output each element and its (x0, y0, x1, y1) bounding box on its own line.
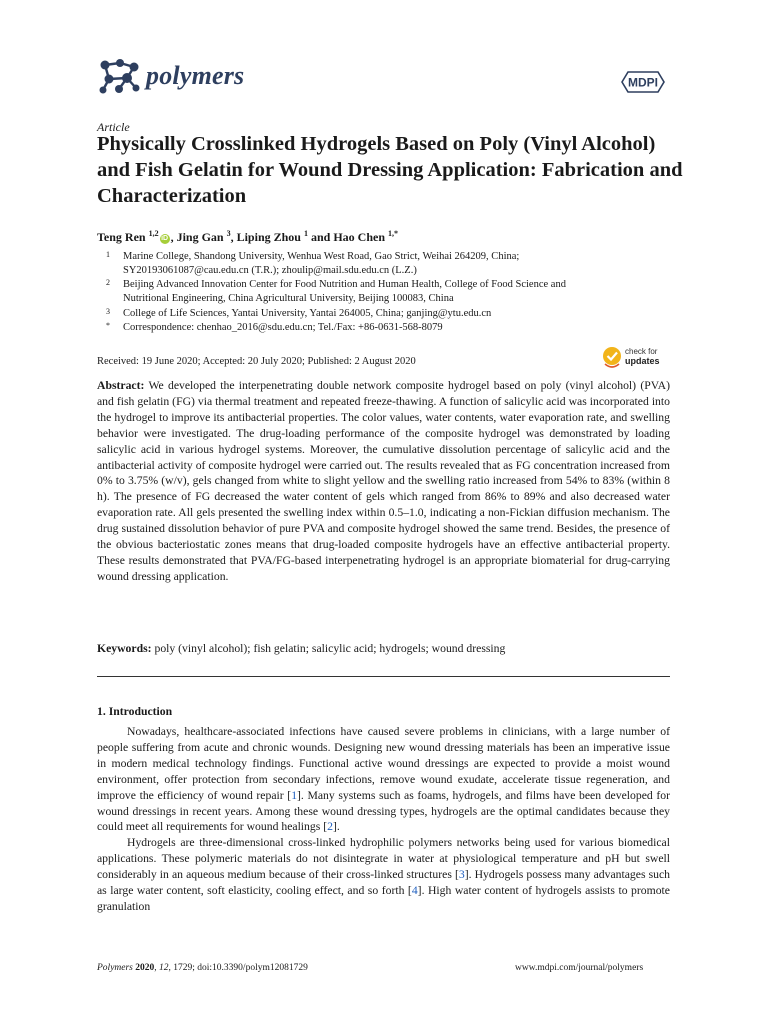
author-affiliation-mark: 1,* (388, 229, 399, 238)
footer-year: 2020 (135, 963, 155, 973)
keywords-text: poly (vinyl alcohol); fish gelatin; salicylic acid; hydrogels; wound dressing (154, 642, 506, 655)
author-name: Teng Ren (97, 230, 149, 244)
author-separator: , (230, 230, 237, 244)
body-text-run: Nowadays, healthcare-associated infections have caused severe problems in clinicians, with a large number of people suffering from acute and chronic wounds. Designing new wound dressing materials has been an imperative issue in modern medical technology findings. Functional active wound dressings are expected to provide a moist wound environment, offer protection from secondary infections, remove wound exudate, accelerate tissue regeneration, and improve the efficiency of wound repair [ (97, 725, 670, 802)
section-heading: 1. Introduction (97, 705, 173, 718)
author-name: Jing Gan (176, 230, 227, 244)
publication-dates: Received: 19 June 2020; Accepted: 20 July 2020; Published: 2 August 2020 (97, 356, 416, 367)
author-name: Hao Chen (333, 230, 389, 244)
author-separator: , (170, 230, 177, 244)
keywords (97, 641, 670, 657)
check-for-updates-badge[interactable] (601, 344, 671, 370)
abstract-label: Abstract: (97, 379, 145, 392)
author-separator: and (307, 230, 334, 244)
citation-link[interactable]: 1 (291, 788, 298, 802)
body-text-run: ]. (332, 820, 340, 834)
body-paragraph (97, 724, 670, 835)
body-text-run: ]. Many systems such as foams, hydrogels, and films have been developed for wound dressings in recent years. Among these wound dressing types, hydrogels are the optimal candidates because they could meet all requirements for wound healings [ (97, 788, 670, 834)
abstract-text: We developed the interpenetrating double network composite hydrogel based on poly (vinyl alcohol) (PVA) and fish gelatin (FG) via thermal treatment and repeated freeze-thawing. A function of salicylic acid was incorporated into the hydrogel to improve its antibacterial properties. The color values, water contents, water evaporation rate, and swelling behavior were investigated. The drug-loading performance of the composite hydrogel was demonstrated by loading salicylic acid in various hydrogel systems. Moreover, the cumulative dissolution percentage of salicylic acid and the antibacterial activity of composite hydrogel were carried out. The results revealed that as FG concentration increased from 0% to 3.75% (w/v), gels changed from white to slight yellow and the swelling ratio increased from 54% to 83% (within 8 h). The presence of FG decreased the water content of gels which ranged from 86% to 89% and also decreased water evaporation rate. All gels presented the swelling index within 0.5–1.0, indicating a non-Fickian diffusion mechanism. The drug sustained dissolution behavior of pure PVA and composite hydrogel showed the same trend. Besides, the presence of the obvious bacteriostatic zones means that drug-loaded composite hydrogels have an effective antibacterial property. These results demonstrated that PVA/FG-based interpenetrating hydrogel is an appropriate biomaterial for drug-carrying wound dressing application. (97, 379, 670, 583)
keywords-label: Keywords: (97, 642, 152, 655)
polymers-logo-icon (97, 58, 143, 94)
orcid-icon[interactable]: iD (161, 235, 169, 242)
footer-doi: , 1729; doi:10.3390/polym12081729 (168, 963, 308, 973)
author-affiliation-mark: 1,2 (148, 229, 159, 238)
body-paragraph (97, 835, 670, 915)
author-affiliation-mark: 3 (226, 229, 231, 238)
check-updates-line2: updates (625, 356, 660, 366)
affiliation-text: Beijing Advanced Innovation Center for Food Nutrition and Human Health, College of Food Science and Nutritional Engineering, China Agricultural University, Beijing 100083, China (123, 279, 566, 304)
body-text-run: Hydrogels are three-dimensional cross-linked hydrophilic polymers networks being used for various biomedical applications. These polymeric materials do not disintegrate in water at physiological temperature and pH but swell considerably in an aqueous medium because of their cross-linked structures [ (97, 836, 670, 882)
affiliation-text: Marine College, Shandong University, Wenhua West Road, Gao Strict, Weihai 264209, China; SY20193061087@cau.edu.cn (T.R.); zhoulip@mail.sdu.edu.cn (L.Z.) (123, 251, 520, 276)
citation-link[interactable]: 4 (411, 884, 418, 898)
affiliation-number: * (106, 321, 110, 330)
affiliation-number: 1 (106, 250, 110, 259)
body-text-run: ]. Hydrogels possess many advantages such as large water content, soft elasticity, cooling effect, and so forth [ (97, 868, 670, 898)
mdpi-hexagon-icon (618, 70, 668, 94)
footer-journal: Polymers (97, 963, 133, 973)
article-title: Physically Crosslinked Hydrogels Based on Poly (Vinyl Alcohol) and Fish Gelatin for Wound Dressing Application: Fabrication and Characterization (97, 133, 683, 207)
journal-name: polymers (146, 61, 245, 90)
author-name: Liping Zhou (236, 230, 304, 244)
check-updates-line1: check for (625, 347, 658, 356)
mdpi-logo (618, 70, 668, 94)
check-updates-icon (601, 344, 671, 370)
affiliation-text: College of Life Sciences, Yantai University, Yantai 264005, China; ganjing@ytu.edu.cn (123, 308, 492, 319)
footer-journal-url[interactable]: www.mdpi.com/journal/polymers (515, 963, 644, 973)
affiliation-number: 2 (106, 278, 110, 287)
citation-link[interactable]: 2 (327, 820, 333, 834)
footer-citation: Polymers 2020, 12, 1729; doi:10.3390/polym12081729 (97, 963, 308, 973)
mdpi-label: MDPI (628, 75, 658, 90)
abstract (97, 378, 670, 585)
citation-link[interactable]: 3 (458, 868, 465, 882)
author-affiliation-mark: 1 (303, 229, 308, 238)
introduction-body (97, 724, 670, 915)
section-divider (97, 676, 670, 677)
article-type: Article (97, 120, 130, 134)
footer-volume: 12 (159, 963, 169, 973)
body-text-run: ]. High water content of hydrogels assists to promote granulation (97, 884, 670, 913)
author-list (97, 229, 398, 245)
affiliation-number: 3 (106, 307, 110, 316)
affiliation-text: Correspondence: chenhao_2016@sdu.edu.cn; Tel./Fax: +86-0631-568-8079 (123, 322, 443, 333)
